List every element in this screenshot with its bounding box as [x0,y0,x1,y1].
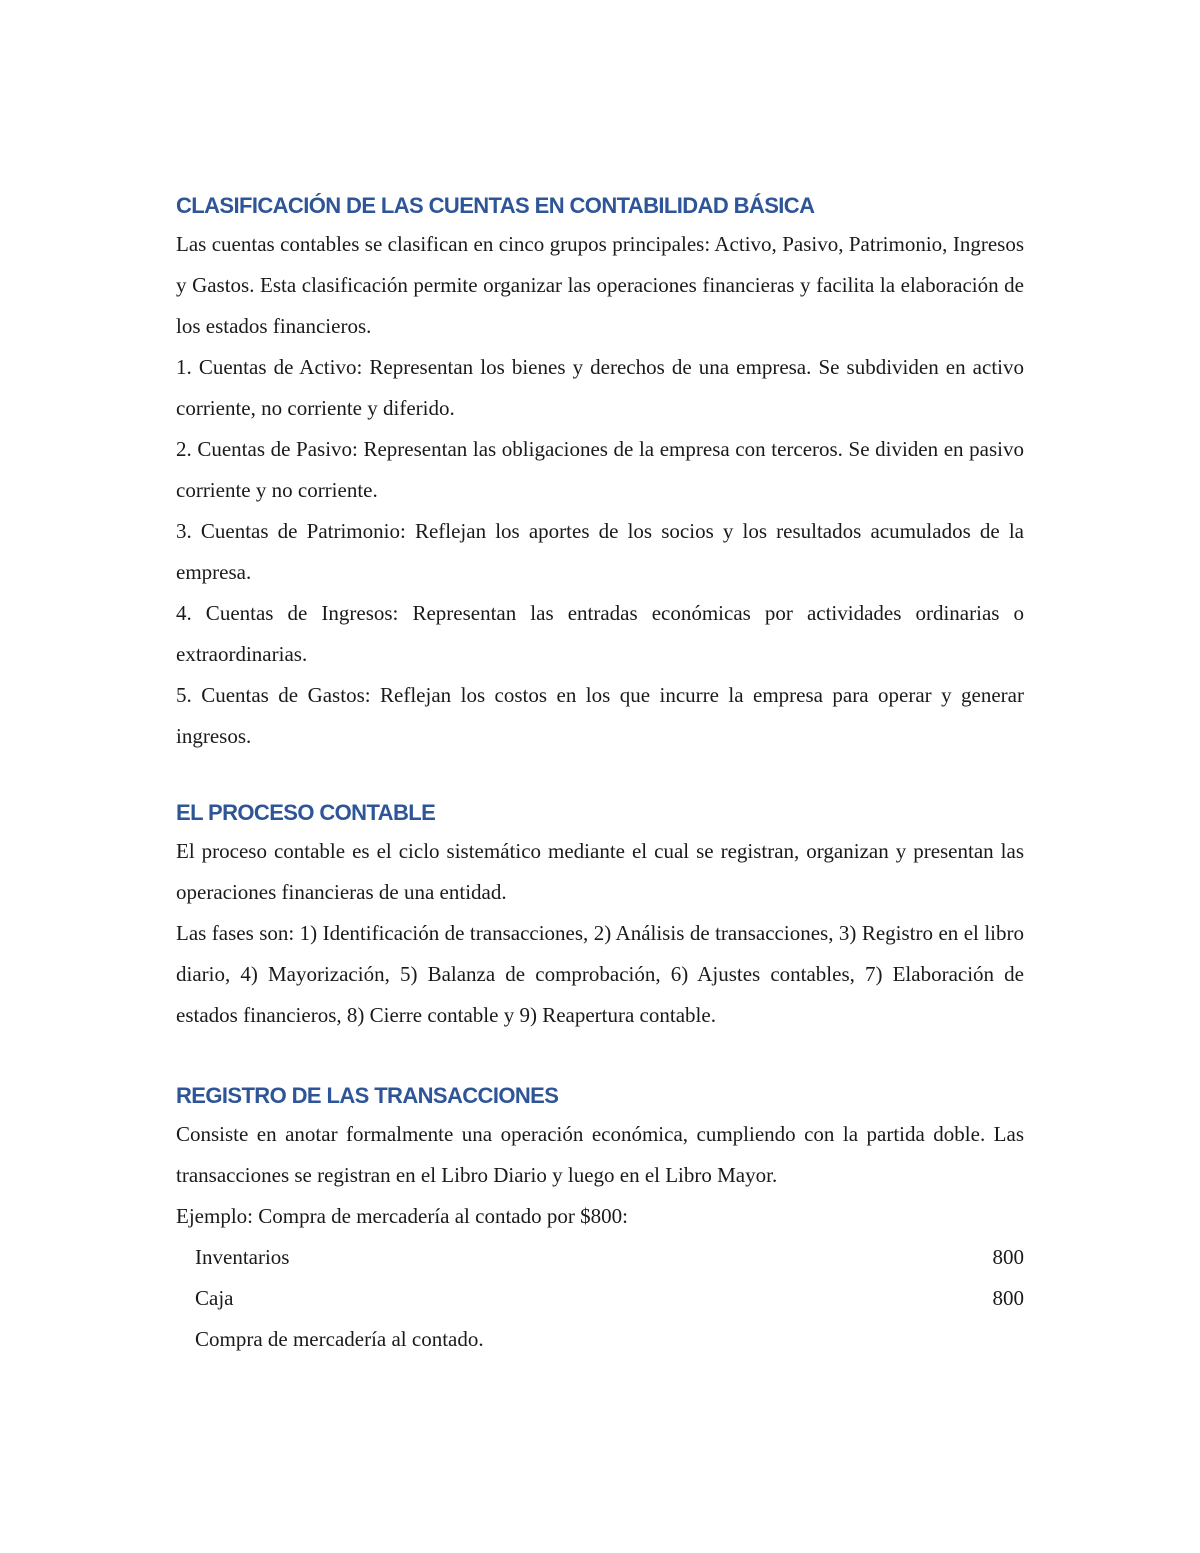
document-page [176,188,1024,1360]
list-item-ingresos: 4. Cuentas de Ingresos: Representan las entradas económicas por actividades ordinarias o extraordinarias. [176,601,1024,666]
journal-entry-row [176,1237,1024,1278]
heading-clasificacion: CLASIFICACIÓN DE LAS CUENTAS EN CONTABILIDAD BÁSICA [176,193,815,218]
paragraph-proceso-definicion: El proceso contable es el ciclo sistemático mediante el cual se registran, organizan y presentan las operaciones financieras de una entidad. [176,839,1024,904]
heading-proceso-contable: EL PROCESO CONTABLE [176,800,436,825]
paragraph-registro-definicion: Consiste en anotar formalmente una operación económica, cumpliendo con la partida doble. Las transacciones se registran en el Libro Diario y luego en el Libro Mayor. [176,1122,1024,1187]
list-item-gastos: 5. Cuentas de Gastos: Reflejan los costos en los que incurre la empresa para operar y generar ingresos. [176,683,1024,748]
paragraph-intro: Las cuentas contables se clasifican en cinco grupos principales: Activo, Pasivo, Patrimonio, Ingresos y Gastos. Esta clasificación permite organizar las operaciones financieras y facilita la elaboración de los estados financieros. [176,232,1024,338]
journal-amount: 800 [992,1286,1024,1310]
paragraph-proceso-fases: Las fases son: 1) Identificación de transacciones, 2) Análisis de transacciones, 3) Registro en el libro diario, 4) Mayorización, 5) Balanza de comprobación, 6) Ajustes contables, 7) Elaboración de estados financieros, 8) Cierre contable y 9) Reapertura contable. [176,921,1024,1027]
heading-registro-transacciones: REGISTRO DE LAS TRANSACCIONES [176,1083,559,1108]
paragraph-ejemplo: Ejemplo: Compra de mercadería al contado por $800: [176,1204,628,1228]
journal-account: Inventarios [195,1245,290,1269]
list-item-pasivo: 2. Cuentas de Pasivo: Representan las obligaciones de la empresa con terceros. Se dividen en pasivo corriente y no corriente. [176,437,1024,502]
section-spacer [176,1036,1024,1078]
journal-account: Caja [195,1286,234,1310]
journal-entry-row [176,1278,1024,1319]
list-item-activo: 1. Cuentas de Activo: Representan los bienes y derechos de una empresa. Se subdividen en activo corriente, no corriente y diferido. [176,355,1024,420]
list-item-patrimonio: 3. Cuentas de Patrimonio: Reflejan los aportes de los socios y los resultados acumulados de la empresa. [176,519,1024,584]
journal-memo: Compra de mercadería al contado. [195,1327,484,1351]
section-spacer [176,757,1024,795]
journal-amount: 800 [992,1245,1024,1269]
